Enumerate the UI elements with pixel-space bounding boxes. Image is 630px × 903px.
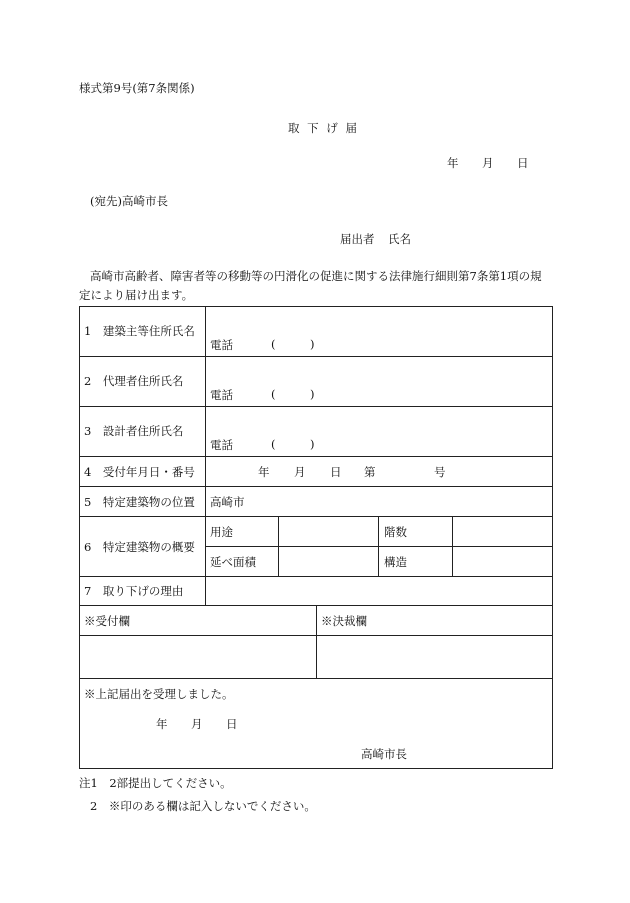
row-agent-phone-label: 電話 bbox=[210, 388, 233, 402]
row-builder-phone-close: ) bbox=[310, 337, 315, 351]
page-title: 取 下 げ 届 bbox=[288, 121, 359, 135]
row-overview-floors: 階数 bbox=[384, 525, 407, 539]
date-day-label: 日 bbox=[517, 156, 529, 170]
notifier-name-label: 氏名 bbox=[388, 232, 411, 246]
date-month-label: 月 bbox=[482, 156, 494, 170]
row-designer-phone-open: ( bbox=[271, 437, 276, 451]
row-overview-structure: 構造 bbox=[384, 555, 407, 569]
row-designer-phone-close: ) bbox=[310, 437, 315, 451]
row-builder-phone-label: 電話 bbox=[210, 338, 233, 352]
accepted-year: 年 bbox=[156, 717, 168, 731]
row-location-value: 高崎市 bbox=[210, 495, 245, 509]
row-designer-phone-label: 電話 bbox=[210, 438, 233, 452]
row-designer-label: 3 設計者住所氏名 bbox=[84, 424, 184, 438]
note-2: 2 ※印のある欄は記入しないでください。 bbox=[90, 799, 316, 813]
accepted-month: 月 bbox=[191, 717, 203, 731]
row-agent-phone-open: ( bbox=[271, 387, 276, 401]
accepted-day: 日 bbox=[226, 717, 238, 731]
body-text-line2: 定により届け出ます。 bbox=[79, 288, 194, 302]
note-1: 注1 2部提出してください。 bbox=[79, 776, 232, 790]
row-receipt-label: 4 受付年月日・番号 bbox=[84, 465, 195, 479]
row-builder-label: 1 建築主等住所氏名 bbox=[84, 324, 195, 338]
form-number: 様式第9号(第7条関係) bbox=[79, 81, 195, 95]
mayor-signature-label: 高崎市長 bbox=[361, 747, 407, 761]
row-reason-label: 7 取り下げの理由 bbox=[84, 584, 184, 598]
reception-label: ※受付欄 bbox=[84, 614, 130, 628]
notifier-label: 届出者 bbox=[340, 232, 375, 246]
row-agent-label: 2 代理者住所氏名 bbox=[84, 374, 184, 388]
row-receipt-year: 年 bbox=[258, 465, 270, 479]
accepted-text: ※上記届出を受理しました。 bbox=[84, 687, 234, 701]
row-overview-use: 用途 bbox=[210, 525, 233, 539]
row-receipt-day: 日 bbox=[330, 465, 342, 479]
row-builder-phone-open: ( bbox=[271, 337, 276, 351]
row-receipt-month: 月 bbox=[294, 465, 306, 479]
row-overview-label: 6 特定建築物の概要 bbox=[84, 540, 195, 554]
addressee: (宛先)高崎市長 bbox=[90, 194, 168, 208]
date-year-label: 年 bbox=[447, 156, 459, 170]
row-location-label: 5 特定建築物の位置 bbox=[84, 495, 195, 509]
row-receipt-go: 号 bbox=[434, 465, 446, 479]
body-text-line1: 高崎市高齢者、障害者等の移動等の円滑化の促進に関する法律施行細則第7条第1項の規 bbox=[90, 269, 542, 283]
decision-label: ※決裁欄 bbox=[321, 614, 367, 628]
row-agent-phone-close: ) bbox=[310, 387, 315, 401]
row-receipt-dai: 第 bbox=[364, 465, 376, 479]
row-overview-area: 延べ面積 bbox=[210, 555, 256, 569]
